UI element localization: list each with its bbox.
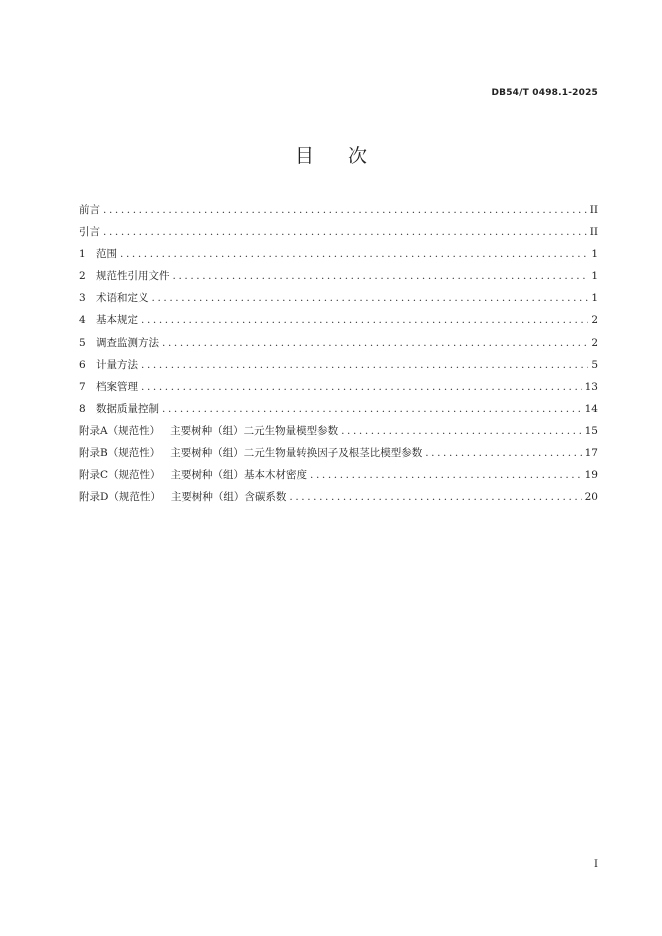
toc-entry[interactable] <box>79 420 598 442</box>
toc-entry-number: 5 <box>79 336 86 349</box>
toc-entry-page: 1 <box>591 292 598 305</box>
page-number: I <box>594 859 598 870</box>
toc-entry-title: 基本规定 <box>96 314 138 327</box>
toc-entry-page: 5 <box>591 358 598 371</box>
toc-entry-page: 1 <box>591 248 598 261</box>
toc-entry-page: 2 <box>591 314 598 327</box>
toc-dot-leader <box>120 243 588 265</box>
page-title <box>0 141 662 168</box>
toc-entry-title: 术语和定义 <box>96 292 149 305</box>
toc-dot-leader <box>341 420 582 442</box>
toc-entry-number: 8 <box>79 402 86 415</box>
toc-dot-leader <box>152 287 589 309</box>
toc-entry-page: 19 <box>584 469 598 482</box>
toc-dot-leader <box>162 398 582 420</box>
toc-entry[interactable] <box>79 287 598 309</box>
toc-entry[interactable] <box>79 332 598 354</box>
toc-entry[interactable] <box>79 309 598 331</box>
toc-entry-title: 附录A（规范性） <box>79 424 161 437</box>
toc-entry-page: 15 <box>584 424 598 437</box>
toc-entry-label <box>79 243 117 265</box>
toc-entry-title: 规范性引用文件 <box>96 270 170 283</box>
toc-entry-title: 计量方法 <box>96 358 138 371</box>
toc-entry[interactable] <box>79 486 598 508</box>
toc-dot-leader <box>141 309 588 331</box>
toc-entry[interactable] <box>79 398 598 420</box>
toc-entry-page: 2 <box>591 336 598 349</box>
toc-entry-label <box>79 442 422 464</box>
toc-dot-leader <box>425 442 581 464</box>
toc-entry-number: 7 <box>79 380 86 393</box>
toc-entry-title: 数据质量控制 <box>96 402 159 415</box>
toc-entry-subtitle: 主要树种（组）含碳系数 <box>170 491 287 504</box>
toc-entry-title: 附录D（规范性） <box>79 491 161 504</box>
toc-entry-title: 范围 <box>96 248 117 261</box>
toc-dot-leader <box>310 464 582 486</box>
toc-entry-number: 6 <box>79 358 86 371</box>
toc-entry-page: 20 <box>584 491 598 504</box>
toc-entry[interactable] <box>79 265 598 287</box>
toc-entry-number: 1 <box>79 248 86 261</box>
toc-entry-page: II <box>589 226 598 239</box>
toc-dot-leader <box>141 354 588 376</box>
toc-entry-label <box>79 332 159 354</box>
toc-entry-title: 附录C（规范性） <box>79 469 161 482</box>
table-of-contents <box>79 199 598 508</box>
toc-entry-label <box>79 464 307 486</box>
toc-entry-label <box>79 287 149 309</box>
toc-dot-leader <box>289 486 581 508</box>
toc-entry-title: 前言 <box>79 204 100 216</box>
toc-entry-title: 调查监测方法 <box>96 336 159 349</box>
toc-dot-leader <box>103 221 587 243</box>
toc-entry-page: 13 <box>584 380 598 393</box>
toc-entry-page: II <box>589 204 598 216</box>
toc-entry-label <box>79 265 170 287</box>
toc-entry-number: 3 <box>79 292 86 305</box>
toc-entry-label <box>79 221 100 243</box>
title-char-right: 次 <box>348 145 368 167</box>
toc-dot-leader <box>103 199 587 221</box>
toc-entry[interactable] <box>79 354 598 376</box>
toc-entry[interactable] <box>79 464 598 486</box>
toc-entry-number: 4 <box>79 314 86 327</box>
document-code: DB54/T 0498.1-2025 <box>491 88 598 98</box>
toc-entry-label <box>79 309 138 331</box>
toc-entry-title: 引言 <box>79 226 100 239</box>
toc-entry[interactable] <box>79 221 598 243</box>
toc-entry-label <box>79 376 138 398</box>
toc-entry-page: 17 <box>584 447 598 460</box>
toc-entry-title: 附录B（规范性） <box>79 447 161 460</box>
toc-entry-label <box>79 420 338 442</box>
toc-entry-label <box>79 486 286 508</box>
toc-entry[interactable] <box>79 243 598 265</box>
toc-entry-subtitle: 主要树种（组）二元生物量转换因子及根茎比模型参数 <box>170 447 423 460</box>
toc-entry-subtitle: 主要树种（组）二元生物量模型参数 <box>170 424 339 437</box>
toc-dot-leader <box>141 376 582 398</box>
toc-entry-label <box>79 354 138 376</box>
toc-entry[interactable] <box>79 376 598 398</box>
toc-entry-label <box>79 398 159 420</box>
toc-entry-number: 2 <box>79 270 86 283</box>
title-char-left: 目 <box>294 145 314 167</box>
toc-entry-label <box>79 199 100 221</box>
toc-dot-leader <box>162 332 588 354</box>
toc-entry-title: 档案管理 <box>96 380 138 393</box>
toc-entry[interactable] <box>79 199 598 221</box>
toc-entry-page: 14 <box>584 402 598 415</box>
toc-dot-leader <box>173 265 589 287</box>
toc-entry-page: 1 <box>591 270 598 283</box>
toc-entry[interactable] <box>79 442 598 464</box>
toc-entry-subtitle: 主要树种（组）基本木材密度 <box>170 469 308 482</box>
